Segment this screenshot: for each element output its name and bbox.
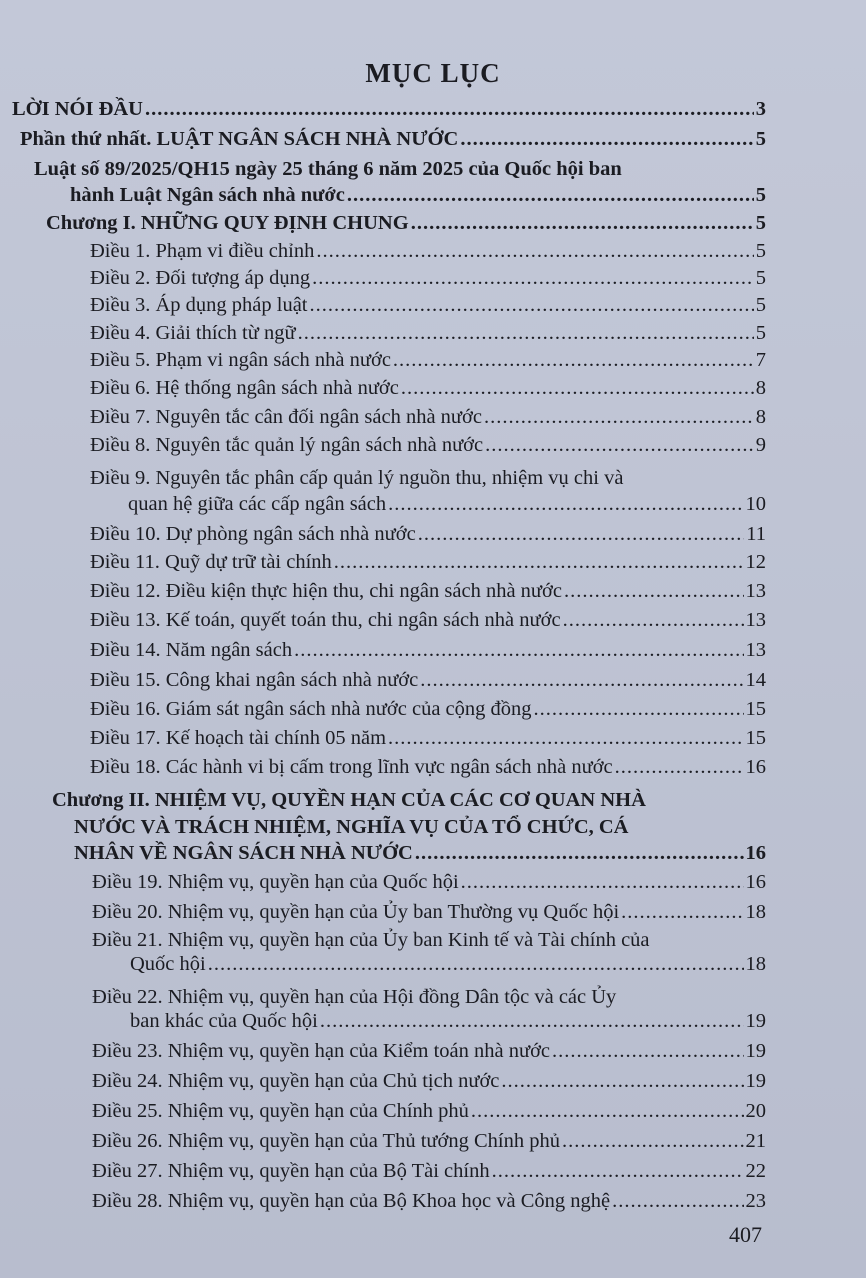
toc-entry-page: 10 [745,493,766,515]
leader-dots [552,1036,743,1066]
toc-entry-page: 12 [745,551,766,573]
toc-entry [90,430,766,460]
toc-entry [12,94,766,124]
toc-entry-page: 5 [755,322,766,344]
toc-entry [92,1096,766,1126]
toc-entry [90,752,766,782]
toc-entry [90,318,766,348]
leader-dots [471,1096,744,1126]
toc-entry [92,1036,766,1066]
toc-entry-line1: Điều 22. Nhiệm vụ, quyền hạn của Hội đồng Dân tộc và các Ủy [92,986,617,1008]
toc-entry-page: 22 [745,1160,766,1182]
toc-entry [90,723,766,753]
leader-dots [492,1156,744,1186]
toc-entry-label: hành Luật Ngân sách nhà nước [70,184,345,206]
toc-entry [90,635,766,665]
toc-entry-page: 19 [745,1010,766,1032]
toc-entry-page: 19 [745,1040,766,1062]
toc-entry-label: Điều 6. Hệ thống ngân sách nhà nước [90,377,399,399]
toc-entry-label: Điều 10. Dự phòng ngân sách nhà nước [90,523,416,545]
toc-entry [20,124,766,154]
leader-dots [563,605,744,635]
toc-entry [90,373,766,403]
toc-entry [128,489,766,519]
toc-entry-page: 18 [745,901,766,923]
toc-entry-label: Điều 4. Giải thích từ ngữ [90,322,296,344]
toc-entry-label: Điều 23. Nhiệm vụ, quyền hạn của Kiểm toán nhà nước [92,1040,551,1062]
leader-dots [615,752,744,782]
toc-entry [90,576,766,606]
toc-entry-label: quan hệ giữa các cấp ngân sách [128,493,387,515]
toc-entry-label: Điều 27. Nhiệm vụ, quyền hạn của Bộ Tài chính [92,1160,490,1182]
toc-entry-page: 9 [755,434,766,456]
toc-entry-page: 15 [745,727,766,749]
toc-entry-page: 7 [755,349,766,371]
toc-entry [90,605,766,635]
leader-dots [564,576,744,606]
toc-entry-page: 5 [755,240,766,262]
toc-entry-label: Điều 18. Các hành vi bị cấm trong lĩnh vực ngân sách nhà nước [90,756,613,778]
toc-entry-page: 5 [755,128,766,150]
toc-entry-label: Điều 8. Nguyên tắc quản lý ngân sách nhà nước [90,434,484,456]
toc-entry-page: 16 [745,871,766,893]
toc-entry-page: 21 [745,1130,766,1152]
toc-entry [74,838,766,868]
toc-entry-page: 19 [745,1070,766,1092]
toc-entry-label: LỜI NÓI ĐẦU [12,98,143,120]
toc-entry-page: 5 [755,294,766,316]
toc-entry-page: 3 [755,98,766,120]
toc-entry-page: 20 [745,1100,766,1122]
toc-entry-page: 13 [745,639,766,661]
leader-dots [461,867,744,897]
leader-dots [485,430,754,460]
toc-entry-page: 16 [745,842,766,864]
toc-entry [90,694,766,724]
toc-entry-page: 5 [755,267,766,289]
leader-dots [388,723,743,753]
toc-entry-label: Điều 24. Nhiệm vụ, quyền hạn của Chủ tịch nước [92,1070,500,1092]
toc-entry-line2: NƯỚC VÀ TRÁCH NHIỆM, NGHĨA VỤ CỦA TỔ CHỨC, CÁ [74,816,629,838]
leader-dots [612,1186,743,1216]
leader-dots [460,124,753,154]
toc-entry [90,290,766,320]
page-number: 407 [729,1222,762,1247]
toc-entry-page: 8 [755,406,766,428]
toc-entry-line1: Chương II. NHIỆM VỤ, QUYỀN HẠN CỦA CÁC CƠ QUAN NHÀ [52,789,646,811]
toc-entry-label: Điều 3. Áp dụng pháp luật [90,294,308,316]
toc-entry-label: Điều 15. Công khai ngân sách nhà nước [90,669,419,691]
toc-entry-label: Điều 2. Đối tượng áp dụng [90,267,311,289]
leader-dots [418,519,745,549]
toc-entry-label: Điều 1. Phạm vi điều chỉnh [90,240,315,262]
toc-entry-label: Điều 12. Điều kiện thực hiện thu, chi ngân sách nhà nước [90,580,562,602]
toc-entry-label: Điều 28. Nhiệm vụ, quyền hạn của Bộ Khoa học và Công nghệ [92,1190,611,1212]
toc-entry-page: 5 [755,212,766,234]
toc-entry-label: Chương I. NHỮNG QUY ĐỊNH CHUNG [46,212,409,234]
toc-entry [130,949,766,979]
toc-entry [46,208,766,238]
toc-entry-page: 8 [755,377,766,399]
toc-entry-page: 16 [745,756,766,778]
toc-entry-label: ban khác của Quốc hội [130,1010,318,1032]
page-title: MỤC LỤC [365,58,501,88]
toc-entry-line1: Luật số 89/2025/QH15 ngày 25 tháng 6 năm 2025 của Quốc hội ban [34,158,622,180]
toc-entry-page: 14 [745,669,766,691]
toc-entry-page: 11 [746,523,766,545]
toc-entry [90,547,766,577]
toc-entry-page: 13 [745,609,766,631]
toc-entry [90,236,766,266]
leader-dots [388,489,743,519]
toc-entry [70,180,766,210]
leader-dots [562,1126,744,1156]
toc-entry [92,1156,766,1186]
leader-dots [312,263,754,293]
leader-dots [145,94,754,124]
leader-dots [420,665,743,695]
leader-dots [316,236,753,266]
toc-entry-label: Điều 17. Kế hoạch tài chính 05 năm [90,727,387,749]
toc-entry [92,867,766,897]
toc-entry-line1: Điều 21. Nhiệm vụ, quyền hạn của Ủy ban Kinh tế và Tài chính của [92,929,650,951]
toc-entry [90,345,766,375]
toc-entry-label: Điều 25. Nhiệm vụ, quyền hạn của Chính phủ [92,1100,469,1122]
toc-entry [90,665,766,695]
leader-dots [621,897,743,927]
toc-entry-label: Điều 14. Năm ngân sách [90,639,293,661]
leader-dots [411,208,754,238]
toc-entry [92,1186,766,1216]
toc-entry-label: Điều 26. Nhiệm vụ, quyền hạn của Thủ tướng Chính phủ [92,1130,560,1152]
leader-dots [501,1066,743,1096]
toc-entry [92,1066,766,1096]
leader-dots [334,547,744,577]
toc-entry-label: Phần thứ nhất. LUẬT NGÂN SÁCH NHÀ NƯỚC [20,128,459,150]
leader-dots [534,694,744,724]
toc-entry-label: Điều 7. Nguyên tắc cân đối ngân sách nhà nước [90,406,482,428]
toc-entry [92,897,766,927]
toc-entry-label: Điều 20. Nhiệm vụ, quyền hạn của Ủy ban Thường vụ Quốc hội [92,901,620,923]
toc-entry-page: 23 [745,1190,766,1212]
leader-dots [393,345,754,375]
toc-entry [90,402,766,432]
leader-dots [298,318,754,348]
toc-entry [90,519,766,549]
toc-entry-page: 13 [745,580,766,602]
toc-entry-label: Điều 19. Nhiệm vụ, quyền hạn của Quốc hội [92,871,459,893]
toc-entry [92,1126,766,1156]
toc-entry-line1: Điều 9. Nguyên tắc phân cấp quản lý nguồn thu, nhiệm vụ chi và [90,467,624,489]
leader-dots [401,373,754,403]
toc-entry-label: Điều 5. Phạm vi ngân sách nhà nước [90,349,391,371]
leader-dots [320,1006,744,1036]
leader-dots [347,180,754,210]
toc-entry-page: 5 [755,184,766,206]
toc-entry-page: 18 [745,953,766,975]
leader-dots [415,838,744,868]
toc-entry-label: Điều 11. Quỹ dự trữ tài chính [90,551,332,573]
leader-dots [208,949,744,979]
toc-entry-label: Quốc hội [130,953,206,975]
toc-entry-label: NHÂN VỀ NGÂN SÁCH NHÀ NƯỚC [74,842,413,864]
leader-dots [294,635,743,665]
toc-entry [90,263,766,293]
toc-entry-label: Điều 16. Giám sát ngân sách nhà nước của cộng đồng [90,698,532,720]
toc-entry-label: Điều 13. Kế toán, quyết toán thu, chi ngân sách nhà nước [90,609,561,631]
leader-dots [310,290,754,320]
leader-dots [484,402,754,432]
toc-entry [130,1006,766,1036]
toc-entry-page: 15 [745,698,766,720]
